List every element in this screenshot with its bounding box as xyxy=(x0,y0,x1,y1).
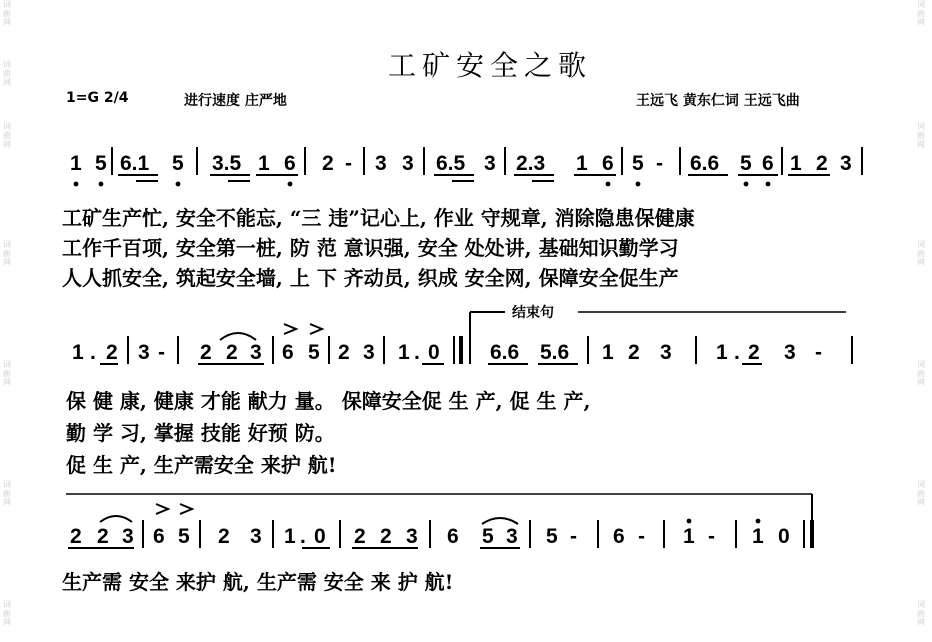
system3-note: 1 xyxy=(752,525,764,548)
accent xyxy=(310,324,322,334)
system2-note: 1 xyxy=(398,341,410,364)
system3-note: - xyxy=(570,525,577,548)
system2-note: 2 xyxy=(200,341,212,364)
lyric-line-2-1: 保 健 康, 健康 才能 献力 量。 保障安全促 生 产, 促 生 产, xyxy=(66,389,591,413)
system1-note: 3 xyxy=(375,152,387,175)
system3-note: 0 xyxy=(778,525,790,548)
system2-note: . xyxy=(414,341,420,364)
system1-note: 6 xyxy=(284,152,296,175)
system1-note: 2.3 xyxy=(516,152,546,175)
system1-note: 6 xyxy=(602,152,614,175)
system1-note: 5 xyxy=(95,152,107,175)
octave-dot xyxy=(756,519,761,524)
system1-note: 3 xyxy=(402,152,414,175)
system2-note: . xyxy=(734,341,740,364)
credits: 王远飞 黄东仁词 王远飞曲 xyxy=(636,93,800,109)
system3-note: 2 xyxy=(97,525,109,548)
system2-note: 1 xyxy=(716,341,728,364)
system3-note: 1 xyxy=(284,525,296,548)
system2-note: 3 xyxy=(138,341,150,364)
octave-dot xyxy=(176,182,181,187)
system1-note: 3 xyxy=(840,152,852,175)
system3-note: 2 xyxy=(354,525,366,548)
lyric-line-1-1: 工矿生产忙, 安全不能忘, “三 违”记心上, 作业 守规章, 消除隐患保健康 xyxy=(62,206,695,230)
system2-note: 3 xyxy=(250,341,262,364)
system3-note: 2 xyxy=(380,525,392,548)
system2-note: - xyxy=(815,341,822,364)
system3-note: 3 xyxy=(506,525,518,548)
key-signature: 1=G 2/4 xyxy=(66,90,129,106)
system2-note: 6.6 xyxy=(490,341,520,364)
system3-note: 3 xyxy=(250,525,262,548)
system3-note: 5 xyxy=(178,525,190,548)
system2-note: - xyxy=(158,341,165,364)
system1-note: 6.5 xyxy=(436,152,466,175)
system2-note: 2 xyxy=(106,341,118,364)
system2-note: 2 xyxy=(226,341,238,364)
octave-dot xyxy=(636,182,641,187)
system2-note: 2 xyxy=(338,341,350,364)
system3-note: 5 xyxy=(546,525,558,548)
accent xyxy=(180,504,192,514)
system2-note: 6 xyxy=(282,341,294,364)
system3-note: 2 xyxy=(70,525,82,548)
system3-note: 3 xyxy=(406,525,418,548)
lyric-line-1-3: 人人抓安全, 筑起安全墙, 上 下 齐动员, 织成 安全网, 保障安全促生产 xyxy=(62,266,679,290)
system3-note: 0 xyxy=(314,525,326,548)
slur xyxy=(220,333,256,340)
system1-note: 1 xyxy=(70,152,82,175)
octave-dot xyxy=(74,182,79,187)
system1-note: 1 xyxy=(576,152,588,175)
system2-note: 3 xyxy=(363,341,375,364)
system3-note: 2 xyxy=(218,525,230,548)
system2-note: . xyxy=(90,341,96,364)
ending-label: 结束句 xyxy=(512,305,554,321)
system1-note: 6.1 xyxy=(120,152,150,175)
system1-note: 1 xyxy=(790,152,802,175)
system3-note: 5 xyxy=(482,525,494,548)
system3-note: 6 xyxy=(153,525,165,548)
system1-note: 2 xyxy=(816,152,828,175)
system1-note: - xyxy=(345,152,352,175)
octave-dot xyxy=(288,182,293,187)
watermark-left: 词曲网 词曲网 词曲网 词曲网 词曲网 词曲网 词曲网 xyxy=(3,0,11,627)
lyric-line-2-3: 促 生 产, 生产需安全 来护 航! xyxy=(66,453,337,477)
system1-note: 5 xyxy=(632,152,644,175)
lyric-line-2-2: 勤 学 习, 掌握 技能 好预 防。 xyxy=(66,421,335,445)
slur xyxy=(100,516,132,522)
structure-layer xyxy=(66,147,862,548)
system1-note: 5 xyxy=(172,152,184,175)
system1-note: 2 xyxy=(322,152,334,175)
system1-note: 3 xyxy=(484,152,496,175)
octave-dot xyxy=(766,182,771,187)
system2-note: 1 xyxy=(602,341,614,364)
accent xyxy=(284,324,296,334)
system2-note: 2 xyxy=(748,341,760,364)
system2-note: 1 xyxy=(72,341,84,364)
system2-note: 3 xyxy=(660,341,672,364)
system2-note: 2 xyxy=(628,341,640,364)
slur xyxy=(482,518,518,524)
system1-note: 5 xyxy=(740,152,752,175)
accent xyxy=(156,504,168,514)
system2-note: 5 xyxy=(308,341,320,364)
lyric-line-3-1: 生产需 安全 来护 航, 生产需 安全 来 护 航! xyxy=(62,570,454,594)
system1-note: 6.6 xyxy=(690,152,720,175)
song-title: 工矿安全之歌 xyxy=(388,49,593,82)
tempo-marking: 进行速度 庄严地 xyxy=(184,93,287,109)
system2-note: 5.6 xyxy=(540,341,570,364)
system1-note: - xyxy=(656,152,663,175)
octave-dot xyxy=(606,182,611,187)
system3-note: . xyxy=(300,525,306,548)
system3-note: - xyxy=(708,525,715,548)
lyric-line-1-2: 工作千百项, 安全第一桩, 防 范 意识强, 安全 处处讲, 基础知识勤学习 xyxy=(62,236,679,260)
system3-note: 6 xyxy=(447,525,459,548)
system1-note: 1 xyxy=(258,152,270,175)
octave-dot xyxy=(687,519,692,524)
system3-note: 1 xyxy=(683,525,695,548)
system3-note: - xyxy=(638,525,645,548)
system3-note: 3 xyxy=(122,525,134,548)
watermark-right: 词曲网 词曲网 词曲网 词曲网 词曲网 词曲网 xyxy=(917,0,925,627)
system2-note: 0 xyxy=(428,341,440,364)
octave-dot xyxy=(744,182,749,187)
system1-note: 3.5 xyxy=(212,152,242,175)
system3-note: 6 xyxy=(613,525,625,548)
system1-note: 6 xyxy=(762,152,774,175)
octave-dot xyxy=(99,182,104,187)
system2-note: 3 xyxy=(784,341,796,364)
